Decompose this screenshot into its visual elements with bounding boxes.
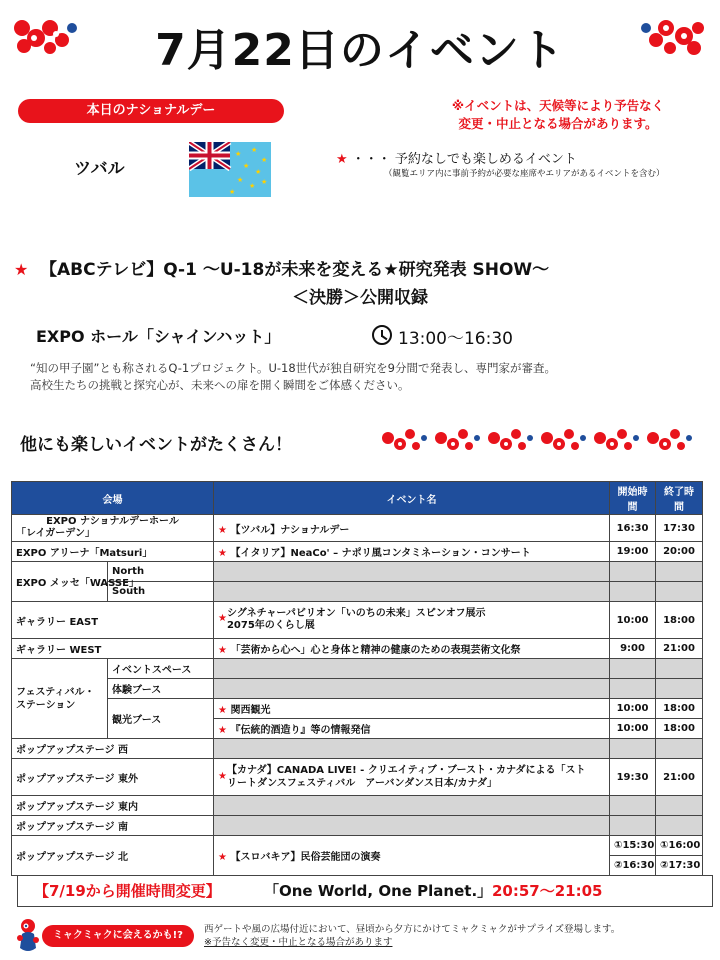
feature-title-line2: ＜決勝＞公開収録 (292, 288, 428, 308)
end-cell: 18:00 (656, 719, 703, 739)
feature-time: 13:00～16:30 (398, 329, 513, 349)
svg-text:★: ★ (261, 178, 268, 186)
subvenue-cell: イベントスペース (108, 659, 214, 679)
star-icon: ★ (218, 645, 231, 656)
subvenue-cell: South (108, 582, 214, 602)
events-table (11, 481, 703, 876)
footer-text: 西ゲートや風の広場付近において、昼頃から夕方にかけてミャクミャクがサプライズ登場します。 ※予告なく変更・中止となる場合があります (204, 924, 621, 948)
venue-cell: フェスティバル・ ステーション (12, 659, 108, 739)
venue-cell: ポップアップステージ 東外 (12, 759, 214, 796)
event-cell: ★ 関西観光 (214, 699, 610, 719)
end-cell: 21:00 (656, 759, 703, 796)
feature-star-icon: ★ (14, 260, 29, 279)
table-row (12, 659, 703, 679)
star-icon: ★ (218, 524, 231, 536)
svg-text:★: ★ (261, 156, 268, 164)
header-start: 開始時間 (610, 482, 656, 515)
start-cell: 10:00 (610, 699, 656, 719)
feature-title-line1: 【ABCテレビ】Q-1 ～U-18が未来を変える★研究発表 SHOW～ (40, 260, 550, 280)
star-icon: ★ (218, 771, 227, 782)
feature-venue: EXPO ホール「シャインハット」 (36, 327, 281, 346)
end-cell: 21:00 (656, 639, 703, 659)
table-row (12, 639, 703, 659)
end-cell: 18:00 (656, 602, 703, 639)
table-row (12, 515, 703, 542)
svg-text:★: ★ (229, 188, 236, 196)
venue-cell: ポップアップステージ 北 (12, 836, 214, 876)
feature-description: “知の甲子園”とも称されるQ-1プロジェクト。U-18世代が独自研究を9分間で発表し、専門家が審査。 高校生たちの挑戦と探究心が、未来への扉を開く瞬間をご体感ください。 (30, 361, 557, 392)
start-cell: 9:00 (610, 639, 656, 659)
table-row (12, 739, 703, 759)
end-cell: 18:00 (656, 699, 703, 719)
event-cell: ★ 「芸術から心へ」心と身体と精神の健康のための表現芸術文化祭 (214, 639, 610, 659)
start-cell: 16:30 (610, 515, 656, 542)
star-icon: ★ (218, 548, 231, 559)
banner-change: 【7/19から開催時間変更】 (34, 882, 221, 900)
table-row (12, 836, 703, 856)
country-name: ツバル (74, 159, 125, 179)
table-row (12, 602, 703, 639)
notice-text: ※イベントは、天候等により予告なく 変更・中止となる場合があります。 (451, 98, 665, 131)
subvenue-cell: 観光ブース (108, 699, 214, 739)
end-cell: 17:30 (656, 515, 703, 542)
page-title: 7月22日のイベント (155, 25, 565, 76)
subvenue-cell: North (108, 562, 214, 582)
star-icon: ★ (218, 852, 231, 863)
legend-sub: （観覧エリア内に事前予約が必要な座席やエリアがあるイベントを含む） (384, 169, 665, 179)
legend (336, 148, 577, 167)
svg-text:★: ★ (249, 182, 256, 190)
svg-text:★: ★ (251, 146, 258, 154)
schedule-change-banner (17, 875, 713, 907)
table-row (12, 562, 703, 582)
start-cell: 19:30 (610, 759, 656, 796)
table-row (12, 759, 703, 796)
others-heading: 他にも楽しいイベントがたくさん！ (20, 435, 292, 455)
start-cell: ②16:30 (610, 856, 656, 876)
start-cell: ①15:30 (610, 836, 656, 856)
myaku-myaku-mascot-icon (14, 918, 42, 954)
table-row (12, 796, 703, 816)
venue-cell: ポップアップステージ 東内 (12, 796, 214, 816)
star-icon: ★ (218, 705, 231, 716)
table-row (12, 679, 703, 699)
start-cell: 10:00 (610, 602, 656, 639)
venue-cell: EXPO アリーナ「Matsuri」 (12, 542, 214, 562)
star-icon: ★ (218, 613, 227, 624)
event-cell: ★ 『伝統的酒造り』等の情報発信 (214, 719, 610, 739)
table-row (12, 699, 703, 719)
svg-text:★: ★ (243, 162, 250, 170)
banner-time: 20:57～21:05 (492, 882, 603, 900)
decorative-logo-row-icon (378, 424, 698, 456)
end-cell: 20:00 (656, 542, 703, 562)
venue-cell: EXPO メッセ「WASSE」 (12, 562, 108, 602)
venue-cell: ポップアップステージ 西 (12, 739, 214, 759)
svg-text:★: ★ (237, 176, 244, 184)
header-venue: 会場 (12, 482, 214, 515)
header-end: 終了時間 (656, 482, 703, 515)
venue-cell: EXPO ナショナルデーホール 「レイガーデン」 (12, 515, 214, 542)
end-cell: ①16:00 (656, 836, 703, 856)
clock-icon (372, 325, 392, 345)
event-cell: ★ 【スロバキア】民俗芸能団の演奏 (214, 836, 610, 876)
myaku-myaku-pill: ミャクミャクに会えるかも!? (42, 925, 194, 947)
venue-cell: ポップアップステージ 南 (12, 816, 214, 836)
banner-title: 「One World, One Planet.」 (264, 882, 493, 900)
start-cell: 19:00 (610, 542, 656, 562)
legend-star-icon: ★ (336, 152, 348, 167)
table-header-row (12, 482, 703, 515)
event-cell: ★ 【カナダ】CANADA LIVE! - クリエイティブ・ブースト・カナダによる「スト リートダンスフェスティバル アーバンダンス日本/カナダ」 (214, 759, 610, 796)
venue-cell: ギャラリー EAST (12, 602, 214, 639)
tuvalu-flag-icon (189, 142, 271, 197)
table-row (12, 816, 703, 836)
subvenue-cell: 体験ブース (108, 679, 214, 699)
svg-text:★: ★ (255, 168, 262, 176)
table-row (12, 542, 703, 562)
event-cell: ★ 【イタリア】NeaCo' – ナポリ風コンタミネーション・コンサート (214, 542, 610, 562)
event-cell: ★ 【ツバル】ナショナルデー (214, 515, 610, 542)
header-event: イベント名 (214, 482, 610, 515)
svg-text:★: ★ (235, 150, 242, 158)
legend-text: ・・・ 予約なしでも楽しめるイベント (351, 152, 577, 167)
star-icon: ★ (218, 725, 231, 736)
venue-cell: ギャラリー WEST (12, 639, 214, 659)
event-cell: ★ シグネチャーパビリオン「いのちの未来」スピンオフ展示 2075年のくらし展 (214, 602, 610, 639)
end-cell: ②17:30 (656, 856, 703, 876)
start-cell: 10:00 (610, 719, 656, 739)
national-day-pill: 本日のナショナルデー (18, 99, 284, 123)
